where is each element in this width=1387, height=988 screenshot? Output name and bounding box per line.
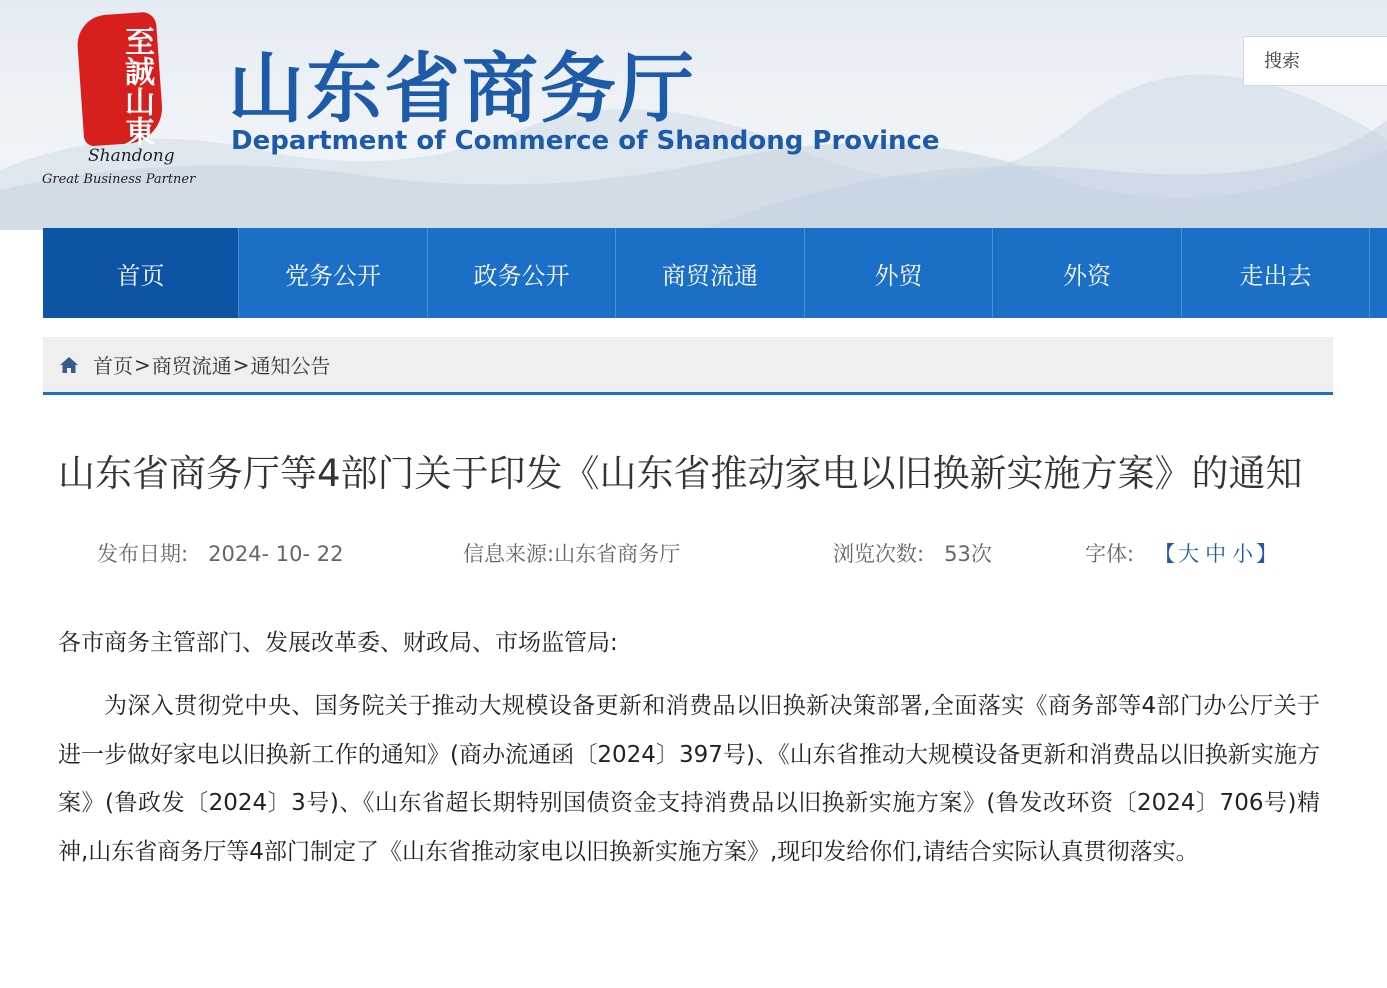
meta-date-value: 2024- 10- 22 [208, 542, 344, 566]
meta-views-label: 浏览次数: [833, 542, 925, 566]
nav-item-commerce-circulation[interactable]: 商贸流通 [616, 228, 805, 318]
site-title-cn: 山东省商务厅 [228, 44, 696, 133]
font-size-large-button[interactable]: 大 [1178, 542, 1200, 566]
breadcrumb-notices[interactable]: 通知公告 [250, 354, 331, 378]
logo-script-shandong: Shandong [88, 146, 175, 166]
site-logo[interactable] [40, 10, 210, 190]
nav-item-home[interactable]: 首页 [43, 228, 239, 318]
meta-views-value: 53次 [944, 542, 992, 566]
font-size-medium-button[interactable]: 中 [1205, 542, 1227, 566]
home-icon [59, 355, 79, 375]
meta-font-size [1085, 538, 1277, 568]
nav-item-party-affairs[interactable]: 党务公开 [239, 228, 428, 318]
article-salutation: 各市商务主管部门、发展改革委、财政局、市场监管局: [58, 630, 618, 656]
meta-date-label: 发布日期: [97, 542, 189, 566]
breadcrumb-separator: > [134, 352, 151, 377]
site-header [0, 0, 1387, 230]
meta-publish-date [97, 538, 344, 568]
main-nav [43, 228, 1387, 318]
meta-source-value: 山东省商务厅 [554, 542, 681, 566]
font-bracket-close: 】 [1256, 542, 1278, 566]
meta-font-label: 字体: [1085, 542, 1135, 566]
meta-source [463, 538, 680, 568]
meta-source-label: 信息来源: [463, 542, 555, 566]
meta-views [833, 538, 992, 568]
nav-item-foreign-investment[interactable]: 外资 [993, 228, 1182, 318]
article-meta [0, 532, 1387, 572]
font-size-small-button[interactable]: 小 [1232, 542, 1254, 566]
nav-item-government-affairs[interactable]: 政务公开 [428, 228, 616, 318]
logo-seal-text: 至誠山東 [119, 26, 154, 146]
article-title: 山东省商务厅等4部门关于印发《山东省推动家电以旧换新实施方案》的通知 [58, 452, 1303, 495]
font-bracket-open: 【 [1154, 542, 1176, 566]
article-body-paragraph: 为深入贯彻党中央、国务院关于推动大规模设备更新和消费品以旧换新决策部署,全面落实《商务部等4部门办公厅关于进一步做好家电以旧换新工作的通知》(商办流通函〔2024〕397号)、《山东省推动大规模设备更新和消费品以旧换新实施方案》(鲁政发〔2024〕3号)、《山东省超长期特别国债资金支持消费品以旧换新实施方案》(鲁发改环资〔2024〕706号)精神,山东省商务厅等4部门制定了《山东省推动家电以旧换新实施方案》,现印发给你们,请结合实际认真贯彻落实。 [58, 693, 1320, 865]
nav-item-foreign-trade[interactable]: 外贸 [805, 228, 993, 318]
search-box [1243, 36, 1387, 86]
search-input[interactable] [1244, 37, 1387, 85]
breadcrumb-separator: > [232, 352, 250, 377]
breadcrumb [43, 337, 1333, 395]
site-title-en: Department of Commerce of Shandong Province [231, 126, 940, 156]
nav-item-going-global[interactable]: 走出去 [1182, 228, 1370, 318]
breadcrumb-home[interactable]: 首页 [93, 354, 133, 378]
logo-script-tagline: Great Business Partner [42, 172, 196, 187]
breadcrumb-commerce-circulation[interactable]: 商贸流通 [151, 354, 232, 378]
